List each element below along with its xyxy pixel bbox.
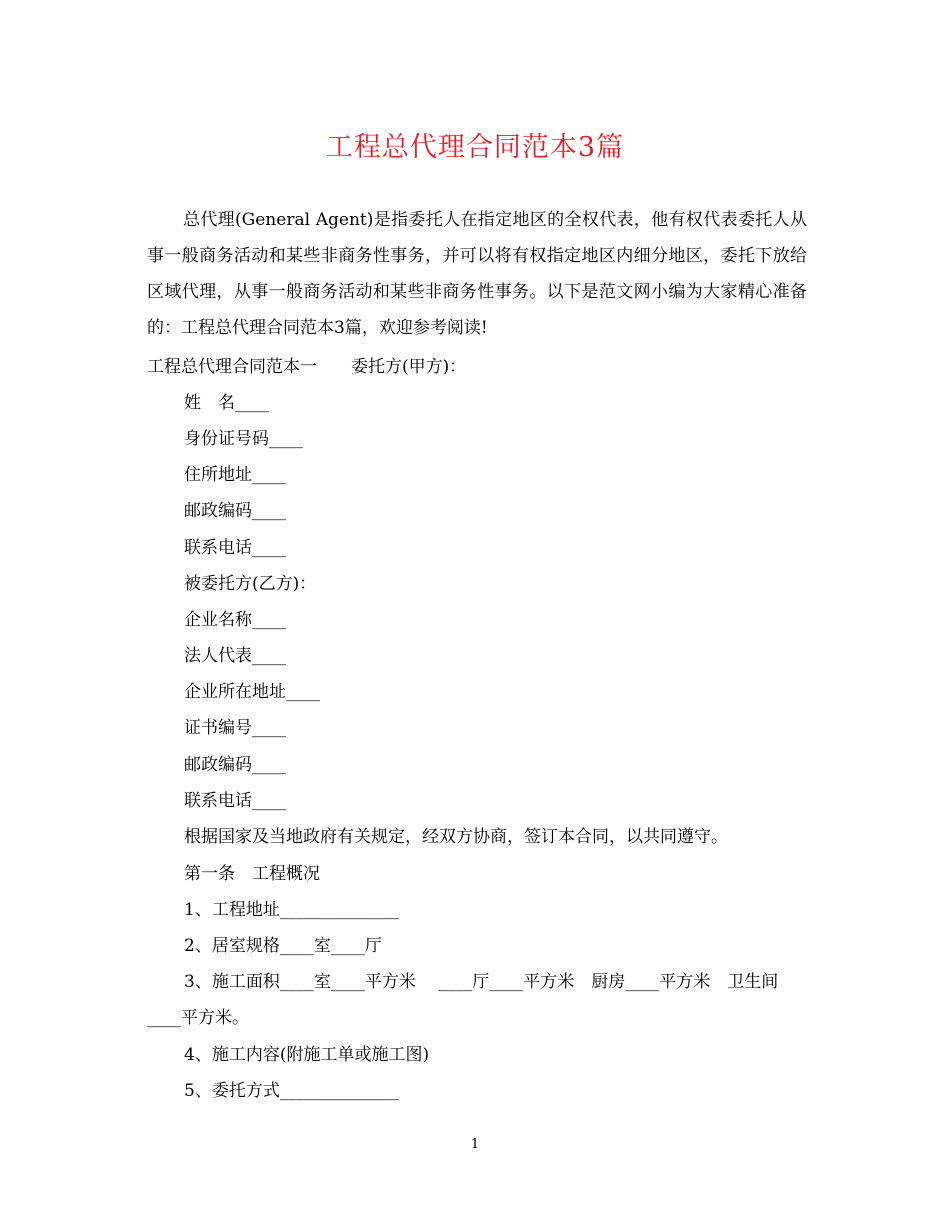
party-a-phone-field: 联系电话____ bbox=[184, 538, 286, 558]
party-a-id-field: 身份证号码____ bbox=[184, 429, 303, 449]
party-b-address-field: 企业所在地址____ bbox=[184, 682, 320, 702]
party-b-phone-field: 联系电话____ bbox=[184, 791, 286, 811]
agreement-clause: 根据国家及当地政府有关规定，经双方协商，签订本合同，以共同遵守。 bbox=[184, 827, 728, 847]
item-room-spec: 2、居室规格____室____厅 bbox=[184, 936, 382, 956]
party-b-company-field: 企业名称____ bbox=[184, 610, 286, 630]
contract-one-heading: 工程总代理合同范本一 委托方(甲方)： bbox=[147, 357, 467, 377]
document-title: 工程总代理合同范本3篇 bbox=[325, 132, 625, 163]
party-b-postal-field: 邮政编码____ bbox=[184, 755, 286, 775]
party-b-heading: 被委托方(乙方)： bbox=[184, 574, 317, 594]
item-construction-area: 3、施工面积____室____平方米 ____厅____平方米 厨房____平方米 卫生间____平方米。 bbox=[147, 972, 779, 1028]
article-one-heading: 第一条 工程概况 bbox=[184, 864, 320, 884]
party-a-address-field: 住所地址____ bbox=[184, 465, 286, 485]
item-project-address: 1、工程地址______________ bbox=[184, 900, 399, 920]
intro-paragraph: 总代理(General Agent)是指委托人在指定地区的全权代表，他有权代表委托人从事一般商务活动和某些非商务性事务，并可以将有权指定地区内细分地区，委托下放给区域代理，从事一般商务活动和某些非商务性事务。以下是范文网小编为大家精心准备的：工程总代理合同范本3篇，欢迎参考阅读! bbox=[147, 210, 807, 338]
page-number: 1 bbox=[470, 1137, 480, 1152]
party-b-legal-rep-field: 法人代表____ bbox=[184, 646, 286, 666]
item-construction-content: 4、施工内容(附施工单或施工图) bbox=[184, 1045, 430, 1065]
party-a-postal-field: 邮政编码____ bbox=[184, 501, 286, 521]
item-entrust-method: 5、委托方式______________ bbox=[184, 1081, 399, 1101]
party-b-certificate-field: 证书编号____ bbox=[184, 718, 286, 738]
party-a-name-field: 姓 名____ bbox=[184, 393, 269, 413]
